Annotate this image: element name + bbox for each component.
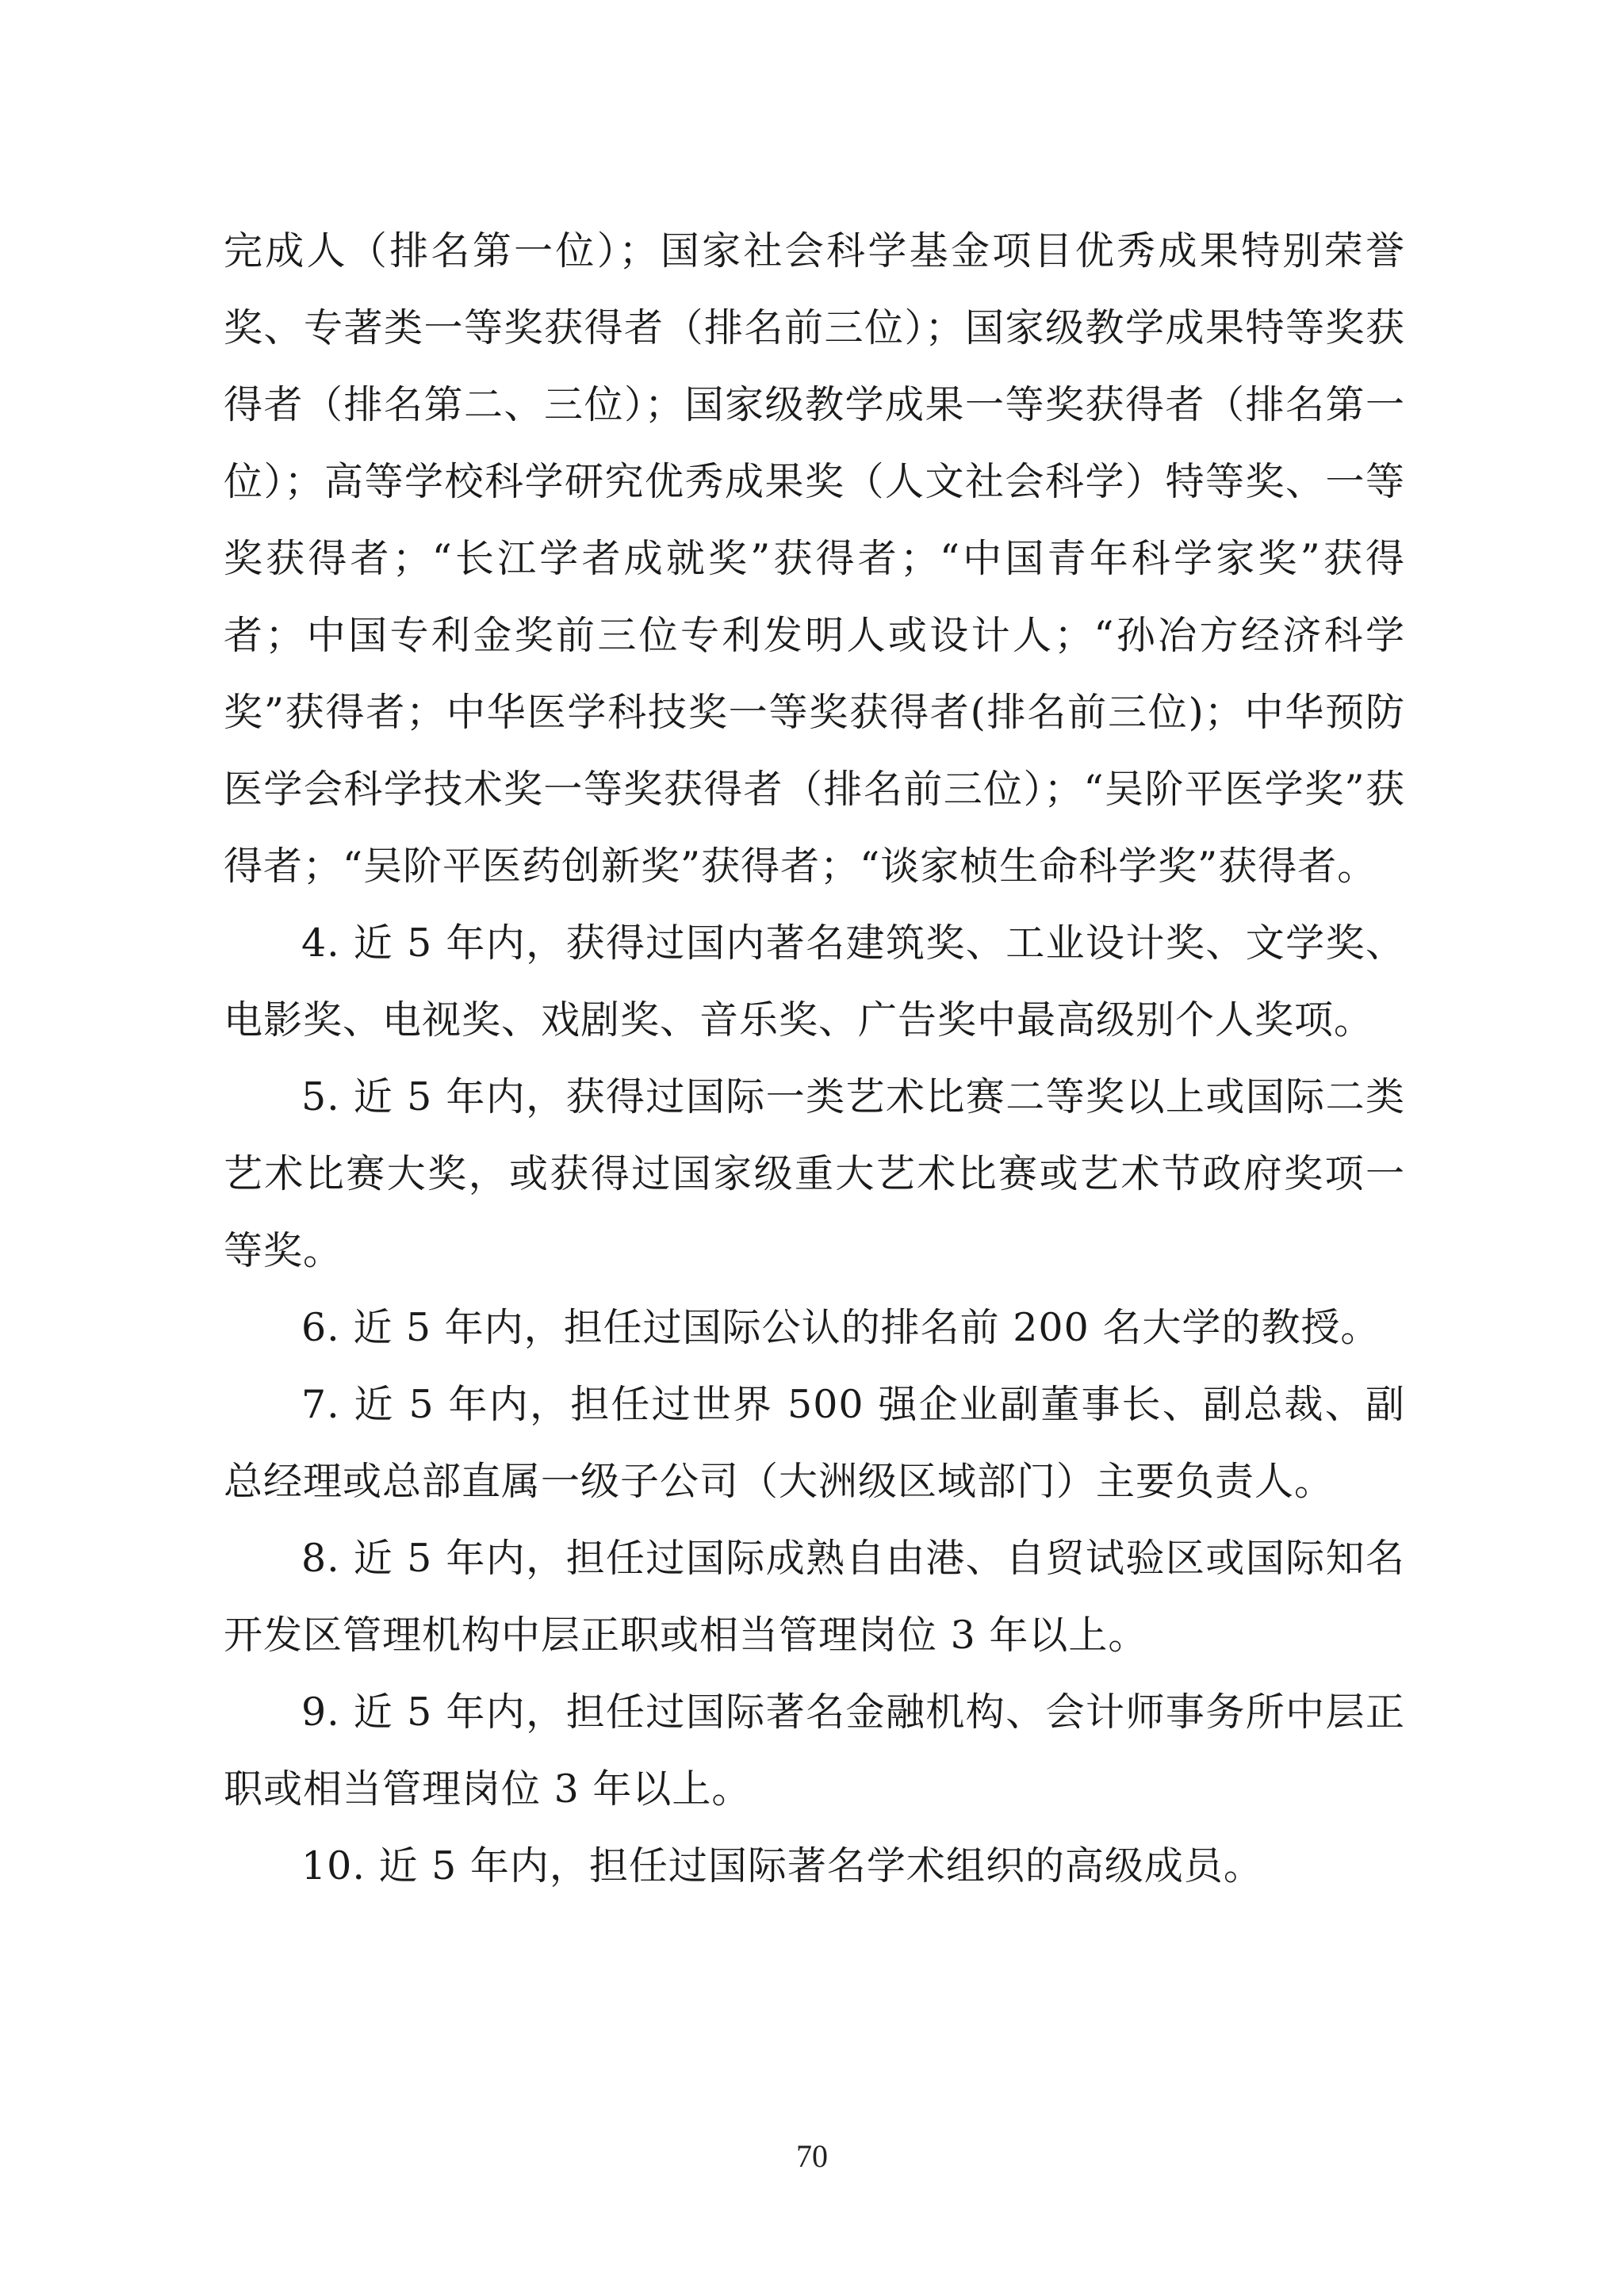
page-number: 70 bbox=[796, 2138, 828, 2174]
paragraph-item-4: 4. 近 5 年内，获得过国内著名建筑奖、工业设计奖、文学奖、电影奖、电视奖、戏剧奖、音乐奖、广告奖中最高级别个人奖项。 bbox=[224, 920, 1405, 1043]
paragraph-item-6: 6. 近 5 年内，担任过国际公认的排名前 200 名大学的教授。 bbox=[301, 1305, 1381, 1350]
paragraph-item-8: 8. 近 5 年内，担任过国际成熟自由港、自贸试验区或国际知名开发区管理机构中层正职或相当管理岗位 3 年以上。 bbox=[224, 1536, 1405, 1658]
paragraph-continuation: 完成人（排名第一位）；国家社会科学基金项目优秀成果特别荣誉奖、专著类一等奖获得者（排名前三位）；国家级教学成果特等奖获得者（排名第二、三位）；国家级教学成果一等奖获得者（排名第一位）；高等学校科学研究优秀成果奖（人文社会科学）特等奖、一等奖获得者；“长江学者成就奖”获得者；“中国青年科学家奖”获得者；中国专利金奖前三位专利发明人或设计人；“孙冶方经济科学奖”获得者；中华医学科技奖一等奖获得者(排名前三位)；中华预防医学会科学技术奖一等奖获得者（排名前三位）；“吴阶平医学奖”获得者；“吴阶平医药创新奖”获得者；“谈家桢生命科学奖”获得者。 bbox=[224, 228, 1405, 889]
paragraph-item-7: 7. 近 5 年内，担任过世界 500 强企业副董事长、副总裁、副总经理或总部直属一级子公司（大洲级区域部门）主要负责人。 bbox=[224, 1382, 1405, 1504]
paragraph-item-10: 10. 近 5 年内，担任过国际著名学术组织的高级成员。 bbox=[301, 1843, 1263, 1888]
body-text bbox=[224, 212, 1405, 1904]
paragraph-item-9: 9. 近 5 年内，担任过国际著名金融机构、会计师事务所中层正职或相当管理岗位 3 年以上。 bbox=[224, 1689, 1405, 1812]
paragraph-item-5: 5. 近 5 年内，获得过国际一类艺术比赛二等奖以上或国际二类艺术比赛大奖，或获得过国家级重大艺术比赛或艺术节政府奖项一等奖。 bbox=[224, 1074, 1405, 1273]
